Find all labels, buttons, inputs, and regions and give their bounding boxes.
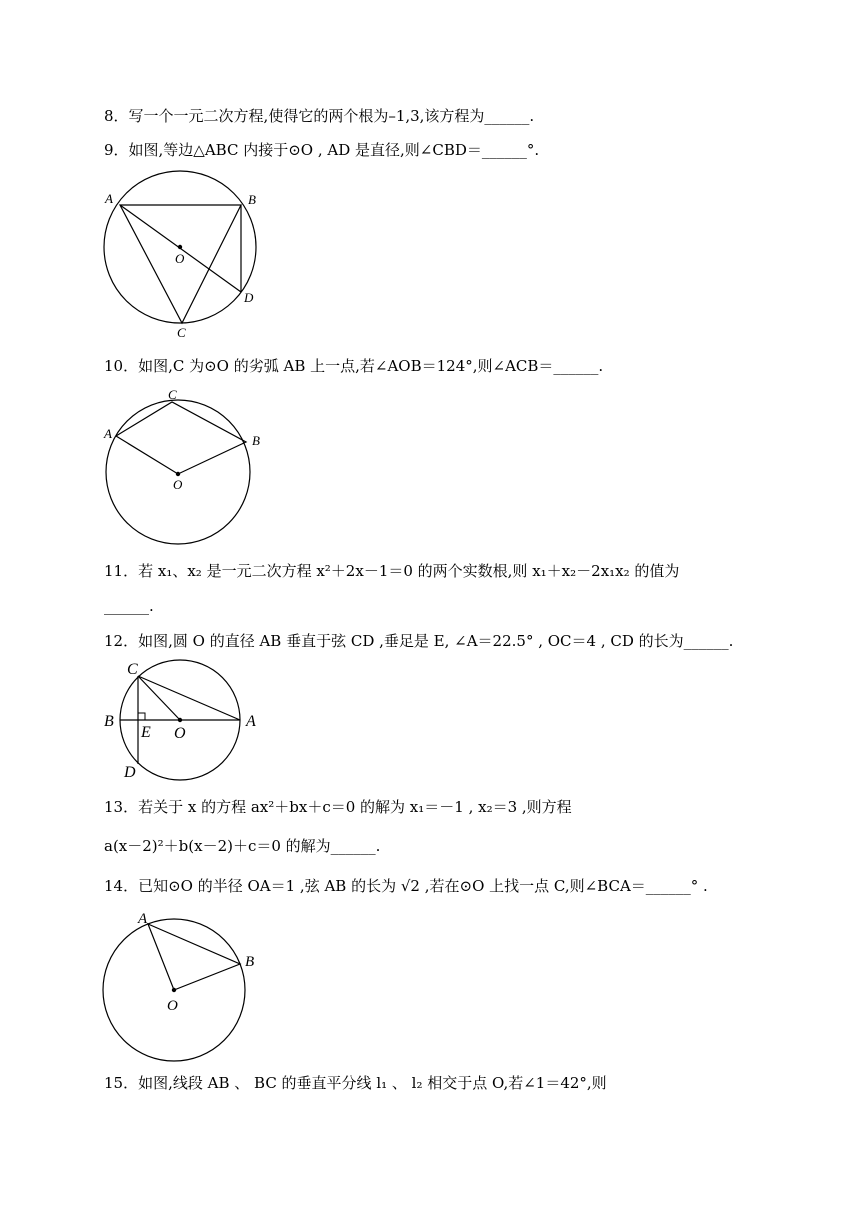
label-A: A	[104, 426, 112, 441]
label-E: E	[141, 724, 151, 741]
label-B: B	[245, 954, 255, 970]
label-O: O	[174, 725, 186, 742]
label-A: A	[138, 911, 148, 927]
question-15: 15．如图,线段 AB 、 BC 的垂直平分线 l₁ 、 l₂ 相交于点 O,若∠1＝42°,则	[104, 1074, 607, 1092]
question-13-equation: a(x－2)²＋b(x－2)＋c＝0 的解为______.	[104, 837, 381, 855]
question-10: 10．如图,C 为⊙O 的劣弧 AB 上一点,若∠AOB＝124°,则∠ACB＝______.	[104, 357, 604, 375]
label-B: B	[252, 433, 260, 448]
figure-12-circle-chord	[100, 656, 270, 782]
question-11: 11．若 x₁、x₂ 是一元二次方程 x²＋2x－1＝0 的两个实数根,则 x₁＋x₂－2x₁x₂ 的值为	[104, 562, 680, 580]
label-C: C	[168, 387, 177, 402]
question-8: 8．写一个一元二次方程,使得它的两个根为–1,3,该方程为______.	[104, 107, 535, 125]
figure-9-circle-triangle	[100, 166, 270, 341]
figure-10-circle-minor-arc	[100, 382, 270, 550]
label-D: D	[124, 764, 136, 781]
question-9: 9．如图,等边△ABC 内接于⊙O , AD 是直径,则∠CBD＝______°.	[104, 141, 540, 159]
label-C: C	[177, 325, 186, 340]
question-12: 12．如图,圆 O 的直径 AB 垂直于弦 CD ,垂足是 E, ∠A＝22.5° , OC＝4 , CD 的长为______.	[104, 632, 734, 650]
label-B: B	[248, 192, 256, 207]
figure-14-circle-radius-chord	[100, 906, 270, 1066]
label-B: B	[104, 713, 114, 730]
label-O: O	[175, 251, 185, 266]
label-D: D	[244, 290, 254, 305]
label-A: A	[105, 191, 113, 206]
question-13: 13．若关于 x 的方程 ax²＋bx＋c＝0 的解为 x₁＝－1 , x₂＝3 ,则方程	[104, 798, 572, 816]
label-O: O	[167, 998, 178, 1014]
label-C: C	[127, 661, 138, 678]
label-A: A	[246, 713, 256, 730]
label-O: O	[173, 477, 183, 492]
question-11-blank: ______.	[104, 597, 154, 615]
question-14: 14．已知⊙O 的半径 OA＝1 ,弦 AB 的长为 √2 ,若在⊙O 上找一点 C,则∠BCA＝______° .	[104, 877, 708, 895]
